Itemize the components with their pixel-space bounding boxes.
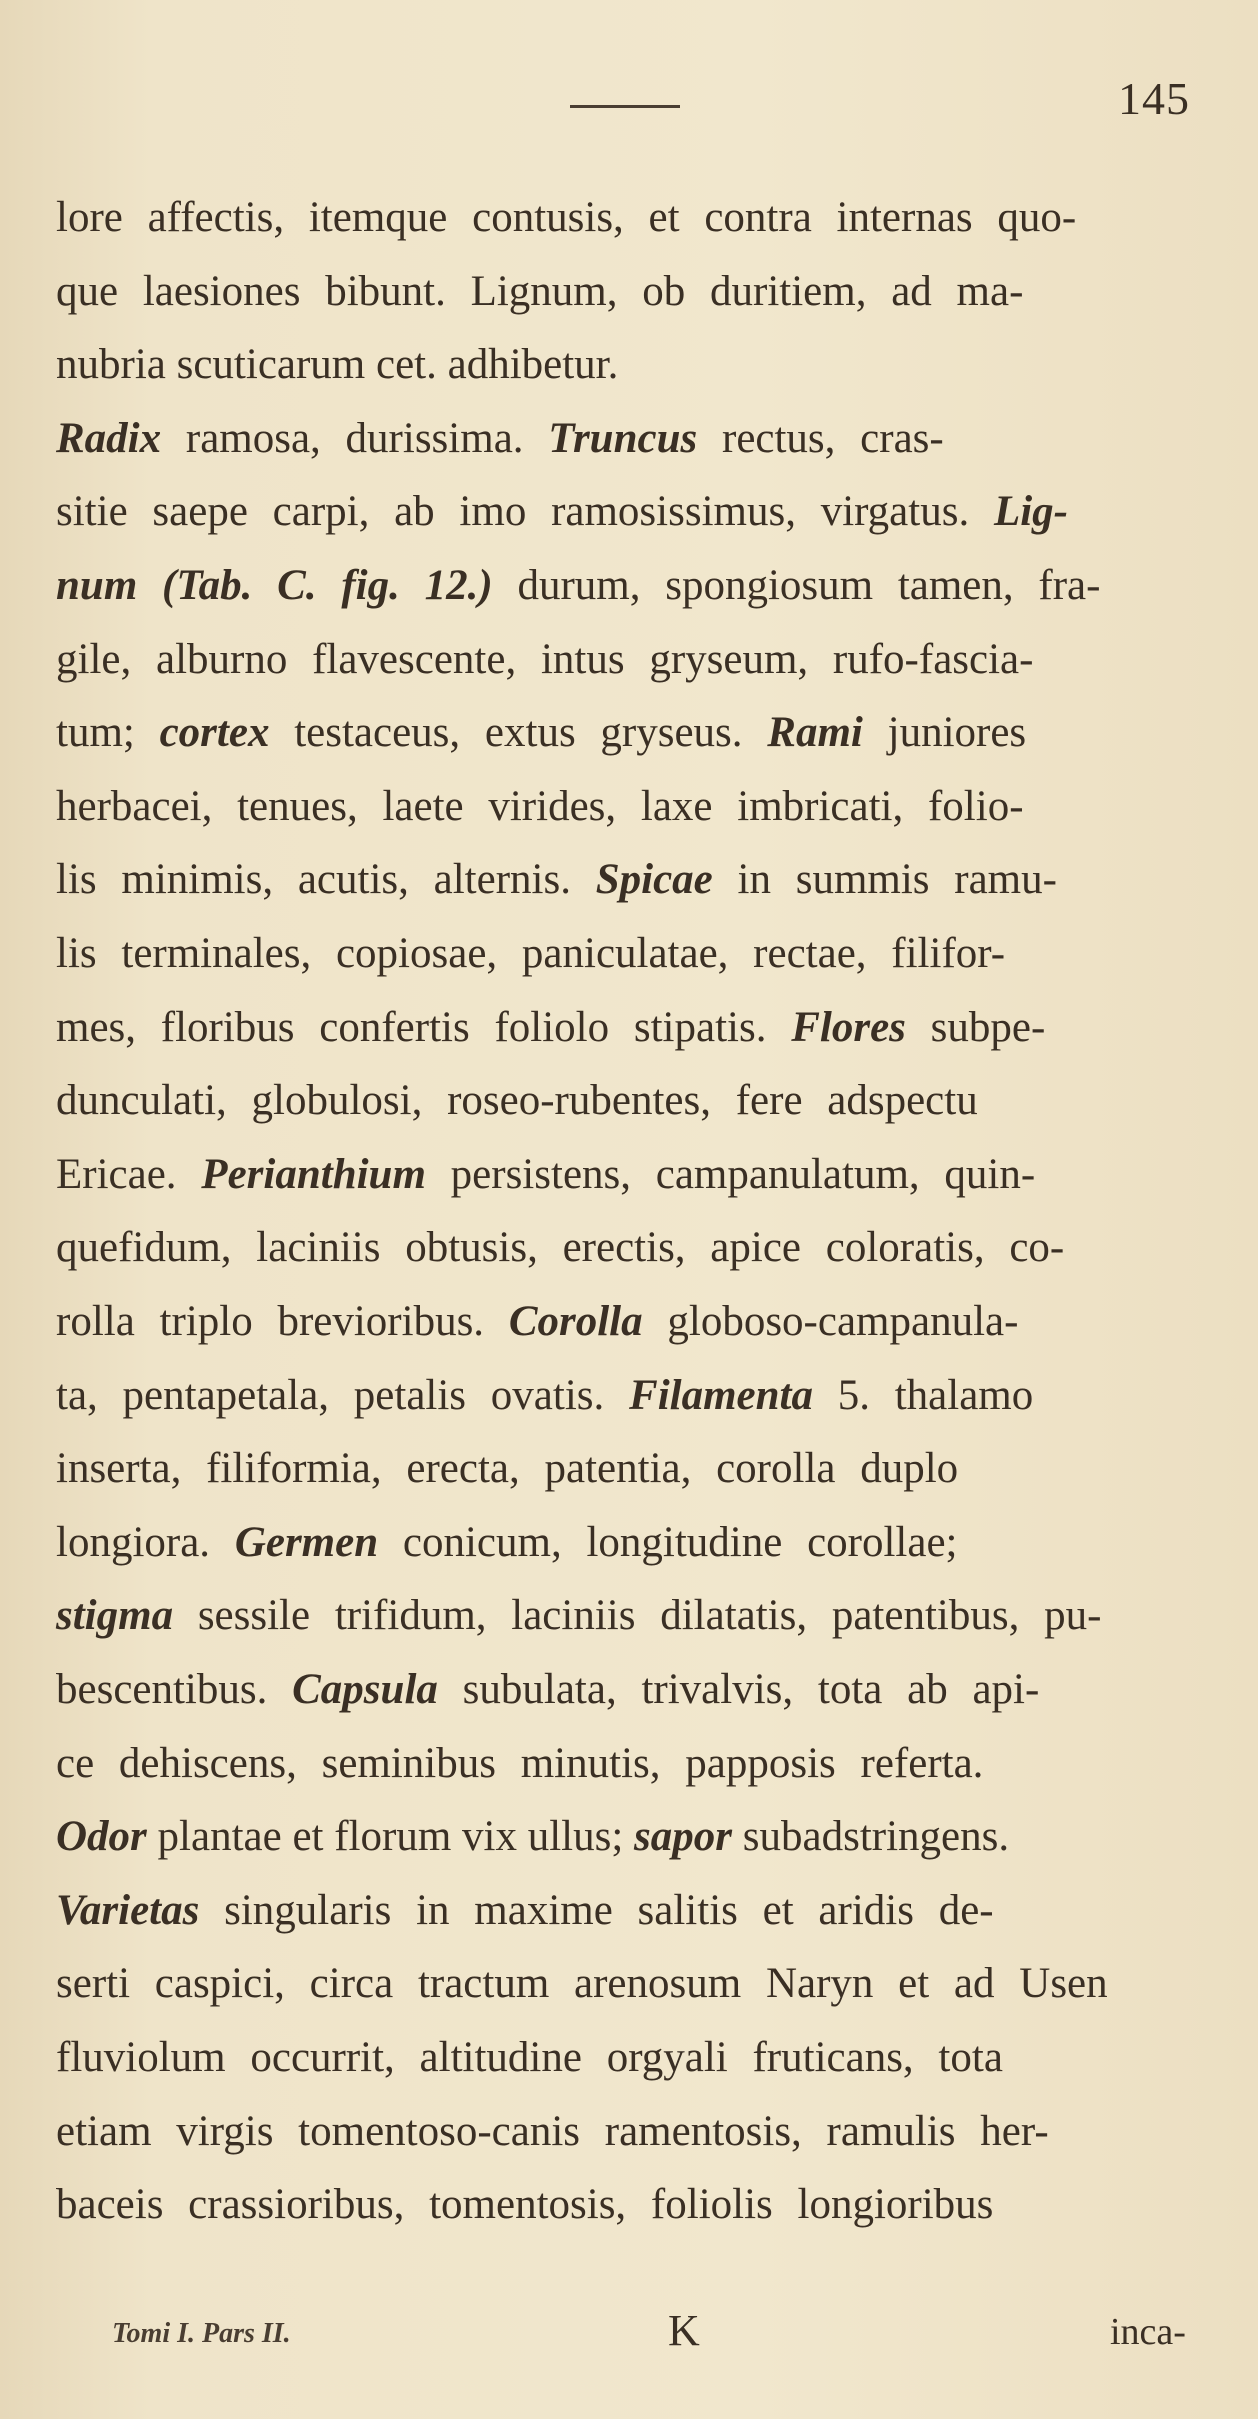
text-line — [56, 558, 1100, 614]
text-line — [56, 1294, 1018, 1350]
text-segment: in summis ramu- — [712, 856, 1057, 904]
text-segment: lore affectis, itemque contusis, et contra internas quo- — [56, 194, 1077, 241]
text-segment: globoso-campanula- — [642, 1298, 1019, 1345]
text-segment: ce dehiscens, seminibus minutis, papposis referta. — [56, 1739, 984, 1787]
text-line — [56, 1073, 978, 1129]
italic-term: Rami — [767, 709, 863, 757]
italic-term: Capsula — [292, 1666, 438, 1713]
text-segment: persistens, campanulatum, quin- — [425, 1150, 1036, 1198]
text-segment: gile, alburno flavescente, intus gryseum, rufo-fascia- — [56, 635, 1034, 683]
italic-term: Perianthium — [201, 1150, 426, 1198]
text-segment: mes, floribus confertis foliolo stipatis. — [56, 1003, 792, 1051]
text-segment: que laesiones bibunt. Lignum, ob duritiem, ad ma- — [56, 267, 1024, 315]
page-number: 145 — [1118, 73, 1190, 124]
text-line — [56, 705, 1026, 761]
text-segment: quefidum, laciniis obtusis, erectis, apice coloratis, co- — [56, 1224, 1065, 1272]
text-segment: baceis crassioribus, tomentosis, foliolis longioribus — [56, 2181, 994, 2229]
italic-term: Germen — [234, 1518, 379, 1566]
text-line — [56, 337, 618, 393]
text-segment: conicum, longitudine corollae; — [378, 1518, 958, 1566]
italic-term: sapor — [634, 1813, 733, 1861]
italic-term: Varietas — [56, 1886, 200, 1934]
text-segment: lis terminales, copiosae, paniculatae, rectae, filifor- — [56, 930, 1006, 977]
text-segment: durum, spongiosum tamen, fra- — [492, 562, 1101, 609]
text-segment: subpe- — [905, 1003, 1046, 1051]
text-segment: subulata, trivalvis, tota ab api- — [437, 1666, 1040, 1713]
text-line — [56, 484, 1068, 540]
text-segment: serti caspici, circa tractum arenosum Naryn et ad Usen — [56, 1960, 1108, 2008]
text-line — [56, 1588, 1101, 1644]
text-line — [56, 1220, 1064, 1276]
text-segment: dunculati, globulosi, roseo-rubentes, fere adspectu — [56, 1077, 978, 1125]
text-line — [56, 1883, 994, 1939]
text-segment: juniores — [862, 709, 1027, 757]
text-segment: herbacei, tenues, laete virides, laxe imbricati, folio- — [56, 782, 1024, 830]
text-segment: singularis in maxime salitis et aridis de- — [199, 1886, 994, 1934]
text-line — [56, 1000, 1045, 1056]
italic-term: num (Tab. C. fig. 12.) — [56, 562, 493, 609]
text-segment: testaceus, extus gryseus. — [269, 709, 768, 757]
italic-term: stigma — [56, 1592, 174, 1640]
text-line — [56, 852, 1057, 908]
text-line — [56, 264, 1023, 320]
text-segment: fluviolum occurrit, altitudine orgyali fruticans, tota — [56, 2034, 1003, 2081]
text-line — [56, 1956, 1108, 2012]
header-rule — [570, 105, 680, 108]
text-segment: sessile trifidum, laciniis dilatatis, patentibus, pu- — [173, 1592, 1102, 1640]
signature-line: Tomi I. Pars II. — [112, 2318, 291, 2349]
catchword: inca- — [1110, 2311, 1186, 2353]
italic-term: Corolla — [508, 1298, 643, 1345]
italic-term: Radix — [56, 414, 162, 462]
text-segment: sitie saepe carpi, ab imo ramosissimus, virgatus. — [56, 488, 994, 536]
italic-term: Truncus — [548, 414, 698, 462]
text-line — [56, 1515, 958, 1571]
text-line — [56, 779, 1024, 835]
text-segment: rolla triplo brevioribus. — [56, 1298, 509, 1345]
text-line — [56, 1662, 1039, 1718]
text-segment: bescentibus. — [56, 1666, 293, 1713]
italic-term: Odor — [56, 1813, 147, 1861]
text-line — [56, 1441, 958, 1497]
text-line — [56, 2177, 993, 2233]
italic-term: cortex — [159, 709, 270, 757]
text-line — [56, 1147, 1035, 1203]
text-line — [56, 1368, 1033, 1424]
text-line — [56, 926, 1005, 982]
text-segment: etiam virgis tomentoso-canis ramentosis, ramulis her- — [56, 2107, 1049, 2155]
text-segment: rectus, cras- — [697, 414, 944, 462]
text-segment: Ericae. — [56, 1150, 202, 1198]
text-line — [56, 1736, 983, 1792]
text-segment: longiora. — [56, 1518, 235, 1566]
text-segment: nubria scuticarum cet. adhibetur. — [56, 341, 619, 389]
text-line — [56, 2030, 1003, 2086]
text-line — [56, 2104, 1049, 2160]
text-segment: plantae et florum vix ullus; — [146, 1813, 635, 1861]
text-segment: ramosa, durissima. — [161, 414, 549, 462]
italic-term: Lig- — [993, 488, 1068, 536]
text-line — [56, 632, 1033, 688]
text-segment: tum; — [56, 709, 160, 757]
text-segment: ta, pentapetala, petalis ovatis. — [56, 1371, 630, 1419]
text-line — [56, 1809, 1009, 1865]
text-segment: subadstringens. — [732, 1813, 1010, 1861]
text-segment: inserta, filiformia, erecta, patentia, corolla duplo — [56, 1445, 959, 1493]
italic-term: Flores — [791, 1003, 906, 1051]
text-line — [56, 411, 944, 467]
italic-term: Spicae — [595, 856, 713, 904]
text-segment: 5. thalamo — [812, 1371, 1034, 1419]
italic-term: Filamenta — [629, 1371, 813, 1419]
text-segment: lis minimis, acutis, alternis. — [56, 856, 596, 904]
text-line — [56, 190, 1076, 246]
signature-mark: K — [668, 2306, 700, 2355]
